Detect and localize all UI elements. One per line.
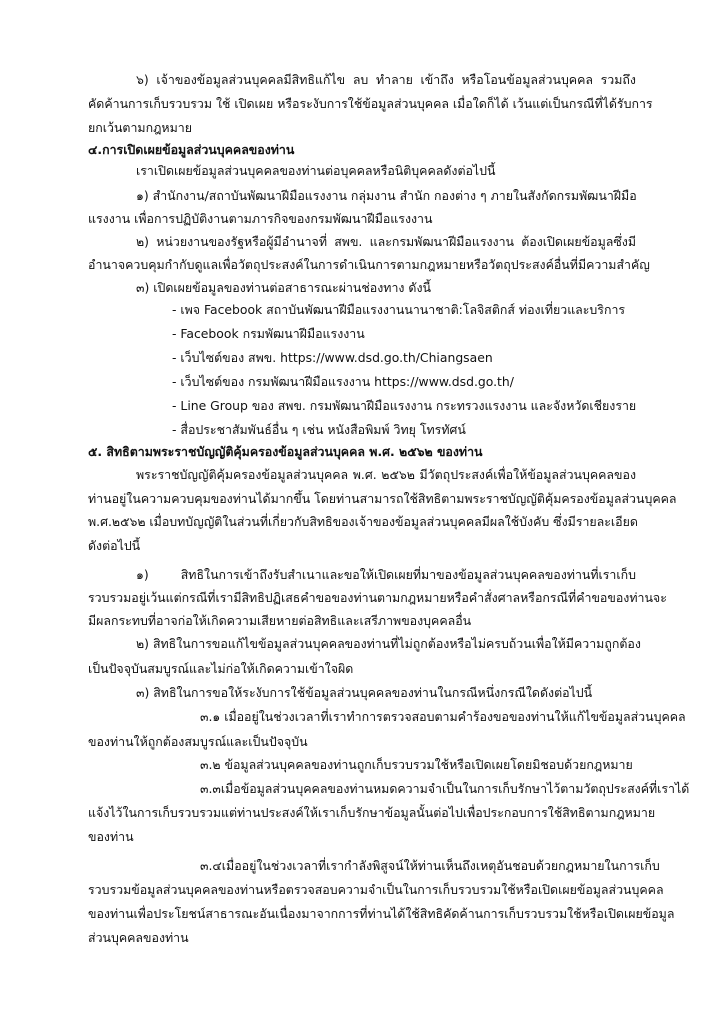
- section-4-item-2-line-2: อำนาจควบคุมกำกับดูแลเพื่อวัตถุประสงค์ในการดำเนินการตามกฎหมายหรือวัตถุประสงค์อื่นที่มีความสำคัญ: [88, 257, 650, 272]
- right-3-3-line-2: แจ้งไว้ในการเก็บรวบรวมแต่ท่านประสงค์ให้เราเก็บรักษาข้อมูลนั้นต่อไปเพื่อประกอบการใช้สิทธิตามกฎหมาย: [88, 805, 656, 820]
- section-4-item-1-line-1: ๑) สำนักงาน/สถาบันพัฒนาฝีมือแรงงาน กลุ่มงาน สำนัก กองต่าง ๆ ภายในสังกัดกรมพัฒนาฝีมือ: [136, 188, 637, 203]
- right-3-1-line-2: ของท่านให้ถูกต้องสมบูรณ์และเป็นปัจจุบัน: [88, 734, 308, 749]
- right-3-4-line-2: รวบรวมข้อมูลส่วนบุคคลของท่านหรือตรวจสอบความจำเป็นในการเก็บรวบรวมใช้หรือเปิดเผยข้อมูลส่วนบุคคล: [88, 882, 664, 897]
- right-1-line-3: มีผลกระทบที่อาจก่อให้เกิดความเสียหายต่อสิทธิและเสรีภาพของบุคคลอื่น: [88, 613, 472, 628]
- section-4-item-1-line-2: แรงงาน เพื่อการปฏิบัติงานตามภารกิจของกรมพัฒนาฝีมือแรงงาน: [88, 211, 433, 226]
- right-3-1-line-1: ๓.๑ เมื่ออยู่ในช่วงเวลาที่เราทำการตรวจสอบตามคำร้องขอของท่านให้แก้ไขข้อมูลส่วนบุคคล: [200, 709, 686, 724]
- channel-line-group: - Line Group ของ สพข. กรมพัฒนาฝีมือแรงงาน กระทรวงแรงงาน และจังหวัดเชียงราย: [172, 398, 637, 413]
- right-3-4-line-1: ๓.๔เมื่ออยู่ในช่วงเวลาที่เรากำลังพิสูจน์ให้ท่านเห็นถึงเหตุอันชอบด้วยกฎหมายในการเก็บ: [200, 858, 660, 873]
- item-6-line-2: คัดค้านการเก็บรวบรวม ใช้ เปิดเผย หรือระงับการใช้ข้อมูลส่วนบุคคล เมื่อใดก็ได้ เว้นแต่เป็นกรณีที่ได้รับการ: [88, 96, 653, 111]
- item-6-line-1: ๖) เจ้าของข้อมูลส่วนบุคคลมีสิทธิแก้ไข ลบ ทำลาย เข้าถึง หรือโอนข้อมูลส่วนบุคคล รวมถึง: [136, 72, 636, 87]
- section-5-intro-line-2: ท่านอยู่ในความควบคุมของท่านได้มากขึ้น โดยท่านสามารถใช้สิทธิตามพระราชบัญญัติคุ้มครองข้อมูลส่วนบุคคล: [88, 491, 677, 506]
- right-3-4-line-3: ของท่านเพื่อประโยชน์สาธารณะอันเนื่องมาจากการที่ท่านได้ใช้สิทธิคัดค้านการเก็บรวบรวมใช้หรือเปิดเผยข้อมูล: [88, 906, 675, 921]
- right-1-line-1: ๑) สิทธิในการเข้าถึงรับสำเนาและขอให้เปิดเผยที่มาของข้อมูลส่วนบุคคลของท่านที่เราเก็บ: [136, 567, 636, 582]
- section-4-intro: เราเปิดเผยข้อมูลส่วนบุคคลของท่านต่อบุคคลหรือนิติบุคคลดังต่อไปนี้: [136, 163, 496, 178]
- item-6-line-3: ยกเว้นตามกฎหมาย: [88, 120, 192, 135]
- right-3-2: ๓.๒ ข้อมูลส่วนบุคคลของท่านถูกเก็บรวบรวมใช้หรือเปิดเผยโดยมิชอบด้วยกฎหมาย: [200, 757, 633, 772]
- section-5-intro-line-1: พระราชบัญญัติคุ้มครองข้อมูลส่วนบุคคล พ.ศ. ๒๕๖๒ มีวัตถุประสงค์เพื่อให้ข้อมูลส่วนบุคคลของ: [136, 467, 636, 482]
- section-4-item-2-line-1: ๒) หน่วยงานของรัฐหรือผู้มีอำนาจที่ สพข. และกรมพัฒนาฝีมือแรงงาน ต้องเปิดเผยข้อมูลซึ่งมี: [136, 234, 636, 249]
- right-2-line-2: เป็นปัจจุบันสมบูรณ์และไม่ก่อให้เกิดความเข้าใจผิด: [88, 661, 354, 676]
- right-3: ๓) สิทธิในการขอให้ระงับการใช้ข้อมูลส่วนบุคคลของท่านในกรณีหนึ่งกรณีใดดังต่อไปนี้: [136, 685, 593, 700]
- channel-website-spk: - เว็บไซต์ของ สพข. https://www.dsd.go.th/Chiangsaen: [172, 350, 493, 365]
- right-3-3-line-3: ของท่าน: [88, 829, 134, 844]
- right-3-3-line-1: ๓.๓เมื่อข้อมูลส่วนบุคคลของท่านหมดความจำเป็นในการเก็บรักษาไว้ตามวัตถุประสงค์ที่เราได้: [200, 781, 690, 796]
- section-5-heading: ๕. สิทธิตามพระราชบัญญัติคุ้มครองข้อมูลส่วนบุคคล พ.ศ. ๒๕๖๒ ของท่าน: [88, 444, 483, 459]
- channel-website-dsd: - เว็บไซต์ของ กรมพัฒนาฝีมือแรงงาน https://www.dsd.go.th/: [172, 374, 514, 389]
- section-4-item-3: ๓) เปิดเผยข้อมูลของท่านต่อสาธารณะผ่านช่องทาง ดังนี้: [136, 280, 431, 295]
- section-5-intro-line-3: พ.ศ.๒๕๖๒ เมื่อบทบัญญัติในส่วนที่เกี่ยวกับสิทธิของเจ้าของข้อมูลส่วนบุคคลมีผลใช้บังคับ ซึ่งมีรายละเอียด: [88, 514, 638, 529]
- section-5-intro-line-4: ดังต่อไปนี้: [88, 538, 141, 553]
- channel-facebook-page: - เพจ Facebook สถาบันพัฒนาฝีมือแรงงานนานาชาติ:โลจิสติกส์ ท่องเที่ยวและบริการ: [172, 302, 626, 317]
- section-4-heading: ๔.การเปิดเผยข้อมูลส่วนบุคคลของท่าน: [88, 142, 295, 157]
- channel-other-media: - สื่อประชาสัมพันธ์อื่น ๆ เช่น หนังสือพิมพ์ วิทยุ โทรทัศน์: [172, 422, 466, 437]
- channel-facebook-dsd: - Facebook กรมพัฒนาฝีมือแรงงาน: [172, 326, 365, 341]
- right-2-line-1: ๒) สิทธิในการขอแก้ไขข้อมูลส่วนบุคคลของท่านที่ไม่ถูกต้องหรือไม่ครบถ้วนเพื่อให้มีความถูกต้อง: [136, 636, 641, 651]
- right-3-4-line-4: ส่วนบุคคลของท่าน: [88, 930, 189, 945]
- right-1-line-2: รวบรวมอยู่เว้นแต่กรณีที่เรามีสิทธิปฏิเสธคำขอของท่านตามกฎหมายหรือคำสั่งศาลหรือกรณีที่คำขอของท่านจะ: [88, 590, 667, 605]
